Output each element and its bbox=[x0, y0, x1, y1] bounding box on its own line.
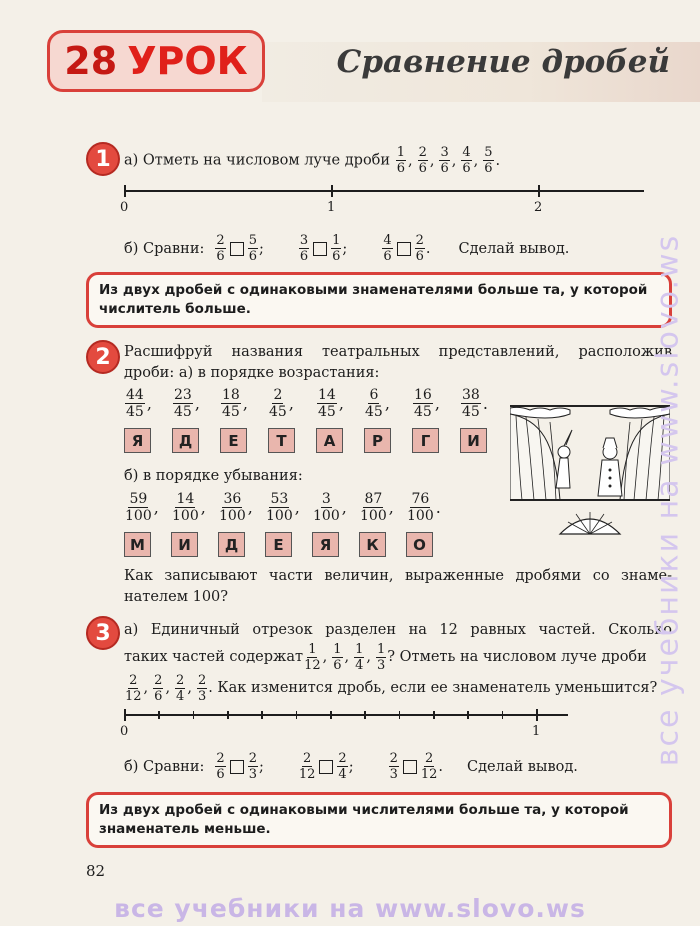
denominator: 100 bbox=[172, 508, 199, 524]
fraction-left bbox=[215, 234, 225, 263]
axis-minor-tick bbox=[261, 711, 263, 719]
numerator: 2 bbox=[424, 751, 434, 766]
comparison-pair bbox=[214, 234, 263, 263]
page-number: 82 bbox=[86, 862, 106, 880]
denominator: 45 bbox=[414, 404, 432, 420]
denominator: 4 bbox=[338, 767, 347, 782]
comparison-box[interactable] bbox=[397, 242, 411, 256]
letter-card: И bbox=[460, 428, 487, 453]
denominator: 6 bbox=[415, 249, 424, 264]
fraction-cell bbox=[359, 492, 398, 523]
letter-card: О bbox=[406, 532, 433, 557]
numerator: 1 bbox=[333, 642, 342, 657]
separator: , bbox=[388, 498, 394, 517]
numerator: 1 bbox=[355, 642, 364, 657]
denominator: 4 bbox=[176, 689, 185, 704]
numerator: 2 bbox=[389, 751, 398, 766]
fraction-cell bbox=[265, 492, 304, 523]
watermark-bottom: все учебники на www.slovo.ws bbox=[114, 894, 586, 923]
denominator: 100 bbox=[313, 508, 340, 524]
axis-minor-tick bbox=[502, 711, 504, 719]
task2-b-fractions bbox=[124, 492, 454, 528]
numerator: 59 bbox=[129, 491, 148, 507]
fraction bbox=[175, 674, 185, 703]
separator: ; bbox=[342, 240, 348, 257]
numerator: 6 bbox=[369, 387, 379, 403]
numerator: 2 bbox=[197, 673, 207, 688]
fraction-cell bbox=[218, 492, 257, 523]
denominator: 100 bbox=[125, 508, 152, 524]
letter-card: Я bbox=[124, 428, 151, 453]
numerator: 87 bbox=[364, 491, 383, 507]
fraction bbox=[332, 643, 342, 672]
numerator: 3 bbox=[299, 233, 309, 248]
fraction bbox=[376, 643, 386, 672]
comparison-pair bbox=[214, 752, 263, 781]
task3-line2-start: таких частей содержат bbox=[124, 649, 304, 665]
numerator: 4 bbox=[383, 233, 392, 248]
denominator: 3 bbox=[197, 689, 207, 704]
numerator: 44 bbox=[126, 387, 144, 403]
task3-b bbox=[124, 752, 578, 781]
fraction-cell bbox=[312, 492, 351, 523]
fraction-cell bbox=[364, 388, 394, 419]
fraction bbox=[439, 146, 449, 175]
denominator: 12 bbox=[298, 767, 316, 782]
comparison-pair bbox=[381, 234, 430, 263]
task1-a-fractions bbox=[395, 145, 504, 176]
comparison-pair bbox=[388, 752, 443, 781]
denominator: 6 bbox=[396, 161, 405, 176]
comparison-box[interactable] bbox=[313, 242, 327, 256]
task2-question bbox=[124, 566, 672, 608]
letter-card: К bbox=[359, 532, 386, 557]
letter-card: Е bbox=[265, 532, 292, 557]
denominator: 100 bbox=[266, 508, 293, 524]
axis-minor-tick bbox=[467, 711, 469, 719]
separator: , bbox=[194, 394, 200, 413]
comparison-box[interactable] bbox=[319, 760, 333, 774]
comparison-box[interactable] bbox=[230, 242, 244, 256]
separator: , bbox=[366, 649, 371, 665]
separator: , bbox=[429, 152, 435, 169]
numerator: 2 bbox=[176, 673, 185, 688]
denominator: 6 bbox=[440, 161, 449, 176]
fraction-left bbox=[389, 752, 399, 781]
denominator: 6 bbox=[418, 161, 427, 176]
fraction bbox=[172, 492, 199, 523]
letter-card: Г bbox=[412, 428, 439, 453]
fraction bbox=[317, 388, 337, 419]
denominator: 6 bbox=[484, 161, 493, 176]
task2-intro bbox=[124, 342, 672, 384]
number-line-1 bbox=[120, 184, 644, 224]
fraction bbox=[197, 674, 207, 703]
denominator: 6 bbox=[154, 689, 163, 704]
numerator: 18 bbox=[222, 387, 240, 403]
task2-a-letters bbox=[124, 428, 496, 454]
axis-minor-tick bbox=[433, 711, 435, 719]
denominator: 3 bbox=[248, 767, 257, 782]
task2-question-line2: нателем 100? bbox=[124, 589, 229, 605]
fraction bbox=[413, 388, 433, 419]
task3-line3-fractions bbox=[124, 674, 208, 703]
task1-a bbox=[124, 146, 504, 175]
fraction bbox=[173, 388, 193, 419]
axis-tick bbox=[538, 185, 540, 197]
denominator: 45 bbox=[222, 404, 240, 420]
denominator: 6 bbox=[299, 249, 309, 264]
lesson-badge bbox=[47, 30, 265, 92]
separator: , bbox=[146, 394, 152, 413]
denominator: 6 bbox=[216, 767, 225, 782]
axis-tick-label: 0 bbox=[120, 200, 129, 215]
numerator: 2 bbox=[302, 751, 312, 766]
denominator: 45 bbox=[269, 404, 287, 420]
task2-intro-line2: дроби: а) в порядке возрастания: bbox=[124, 365, 380, 381]
letter-card: Д bbox=[218, 532, 245, 557]
letter-card: М bbox=[124, 532, 151, 557]
denominator: 6 bbox=[333, 658, 342, 673]
fraction bbox=[461, 388, 481, 419]
comparison-box[interactable] bbox=[230, 760, 244, 774]
letter-card: А bbox=[316, 428, 343, 453]
fraction-left bbox=[215, 752, 225, 781]
fraction bbox=[365, 388, 383, 419]
fraction-cell bbox=[268, 388, 298, 419]
separator: , bbox=[187, 680, 192, 696]
separator: . bbox=[482, 394, 488, 413]
fraction bbox=[125, 492, 152, 523]
watermark-side bbox=[638, 110, 698, 890]
numerator: 2 bbox=[216, 751, 225, 766]
separator: , bbox=[247, 498, 253, 517]
fraction bbox=[304, 643, 321, 672]
separator: . bbox=[438, 758, 444, 775]
task-number-1: 1 bbox=[86, 142, 120, 176]
separator: , bbox=[344, 649, 350, 665]
task3-line3 bbox=[124, 674, 672, 703]
fraction-left bbox=[382, 234, 392, 263]
separator: , bbox=[407, 152, 413, 169]
task3-b-pairs bbox=[204, 752, 443, 781]
task2-question-line1: Как записывают части величин, выраженные дробями со знаме- bbox=[124, 568, 672, 584]
numerator: 36 bbox=[223, 491, 242, 507]
watermark-side-text: все учебники на www.slovo.ws bbox=[650, 233, 686, 767]
fraction-right bbox=[248, 234, 258, 263]
fraction bbox=[219, 492, 246, 523]
fraction bbox=[461, 146, 471, 175]
separator: , bbox=[341, 498, 347, 517]
denominator: 12 bbox=[125, 689, 142, 704]
task-number-3: 3 bbox=[86, 616, 120, 650]
numerator: 2 bbox=[415, 233, 424, 248]
separator: , bbox=[451, 152, 457, 169]
numerator: 3 bbox=[321, 491, 331, 507]
task3-b-label: б) Сравни: bbox=[124, 758, 205, 775]
task3-line3-end: . Как изменится дробь, если ее знаменатель уменьшится? bbox=[208, 680, 658, 696]
numerator: 5 bbox=[484, 145, 493, 160]
denominator: 100 bbox=[219, 508, 246, 524]
separator: ; bbox=[258, 758, 264, 775]
fraction-cell bbox=[171, 492, 210, 523]
denominator: 4 bbox=[355, 658, 364, 673]
axis-minor-tick bbox=[193, 711, 195, 719]
denominator: 6 bbox=[216, 249, 225, 264]
numerator: 16 bbox=[414, 387, 432, 403]
comparison-pair bbox=[298, 752, 354, 781]
axis-tick-label: 1 bbox=[532, 724, 541, 739]
rule-box-1: Из двух дробей с одинаковыми знаменателями больше та, у которой числитель больше. bbox=[86, 272, 672, 328]
fraction bbox=[418, 146, 428, 175]
separator: , bbox=[294, 498, 300, 517]
numerator: 2 bbox=[338, 751, 347, 766]
denominator: 3 bbox=[389, 767, 398, 782]
denominator: 45 bbox=[174, 404, 192, 420]
axis-tick bbox=[124, 709, 126, 721]
separator: , bbox=[242, 394, 248, 413]
number-line-3 bbox=[120, 708, 568, 748]
numerator: 14 bbox=[318, 387, 336, 403]
task3-line1: а) Единичный отрезок разделен на 12 равных частей. Сколько bbox=[124, 622, 672, 638]
fraction-left bbox=[299, 234, 309, 263]
comparison-pair bbox=[298, 234, 347, 263]
axis-tick-label: 0 bbox=[120, 724, 129, 739]
comparison-box[interactable] bbox=[403, 760, 417, 774]
denominator: 6 bbox=[383, 249, 392, 264]
separator: , bbox=[143, 680, 149, 696]
letter-card: Т bbox=[268, 428, 295, 453]
denominator: 3 bbox=[377, 658, 386, 673]
task-number-2: 2 bbox=[86, 340, 120, 374]
fraction bbox=[266, 492, 293, 523]
separator: , bbox=[473, 152, 479, 169]
numerator: 53 bbox=[270, 491, 289, 507]
numerator: 5 bbox=[248, 233, 257, 248]
numerator: 76 bbox=[411, 491, 430, 507]
denominator: 100 bbox=[407, 508, 434, 524]
fraction bbox=[360, 492, 387, 523]
fraction-cell bbox=[406, 492, 445, 523]
fraction-right bbox=[331, 234, 341, 263]
separator: , bbox=[288, 394, 294, 413]
denominator: 100 bbox=[360, 508, 387, 524]
separator: ; bbox=[258, 240, 264, 257]
task1-conclusion-prompt: Сделай вывод. bbox=[458, 240, 570, 257]
separator: , bbox=[338, 394, 344, 413]
fraction bbox=[407, 492, 434, 523]
axis-tick bbox=[536, 709, 538, 721]
denominator: 6 bbox=[462, 161, 471, 176]
fraction-cell bbox=[124, 388, 156, 419]
separator: . bbox=[495, 152, 501, 169]
axis-minor-tick bbox=[399, 711, 401, 719]
task2-b-label: б) в порядке убывания: bbox=[124, 468, 303, 484]
numerator: 3 bbox=[440, 145, 449, 160]
separator: , bbox=[322, 649, 328, 665]
task1-b bbox=[124, 234, 569, 263]
fraction-right bbox=[415, 234, 425, 263]
task2-a-fractions bbox=[124, 388, 496, 424]
fraction-cell bbox=[220, 388, 252, 419]
denominator: 6 bbox=[248, 249, 257, 264]
numerator: 1 bbox=[377, 642, 386, 657]
task2-b-letters bbox=[124, 532, 454, 558]
fraction bbox=[354, 643, 364, 672]
axis-tick-label: 1 bbox=[327, 200, 336, 215]
numerator: 4 bbox=[462, 145, 471, 160]
numerator: 1 bbox=[332, 233, 341, 248]
separator: , bbox=[434, 394, 440, 413]
denominator: 45 bbox=[365, 404, 383, 420]
task1-b-pairs bbox=[204, 234, 430, 263]
task1-a-text: а) Отметь на числовом луче дроби bbox=[124, 152, 391, 169]
numerator: 23 bbox=[174, 387, 192, 403]
separator: , bbox=[153, 498, 159, 517]
fraction-left bbox=[299, 752, 316, 781]
fraction-right bbox=[337, 752, 347, 781]
separator: , bbox=[384, 394, 390, 413]
fraction bbox=[221, 388, 241, 419]
fraction bbox=[396, 146, 406, 175]
fraction bbox=[269, 388, 287, 419]
letter-card: Е bbox=[220, 428, 247, 453]
separator: , bbox=[200, 498, 206, 517]
task3-line2 bbox=[124, 643, 672, 672]
axis-tick bbox=[331, 185, 333, 197]
axis-minor-tick bbox=[364, 711, 366, 719]
rule-box-2: Из двух дробей с одинаковыми числителями больше та, у которой знаменатель меньше. bbox=[86, 792, 672, 848]
axis-minor-tick bbox=[330, 711, 332, 719]
separator: ; bbox=[348, 758, 354, 775]
fraction-right bbox=[421, 752, 438, 781]
page-title: Сравнение дробей bbox=[336, 44, 670, 80]
fraction bbox=[125, 674, 142, 703]
denominator: 45 bbox=[318, 404, 336, 420]
task3-conclusion-prompt: Сделай вывод. bbox=[467, 758, 578, 775]
fraction-cell bbox=[172, 388, 204, 419]
letter-card: И bbox=[171, 532, 198, 557]
denominator: 45 bbox=[462, 404, 480, 420]
task3-line2-end: ? Отметь на числовом луче дроби bbox=[387, 649, 647, 665]
letter-card: Р bbox=[364, 428, 391, 453]
denominator: 6 bbox=[332, 249, 341, 264]
axis-minor-tick bbox=[296, 711, 298, 719]
numerator: 1 bbox=[396, 145, 405, 160]
denominator: 12 bbox=[304, 658, 321, 673]
numerator: 14 bbox=[176, 491, 195, 507]
denominator: 45 bbox=[126, 404, 144, 420]
task1-b-label: б) Сравни: bbox=[124, 240, 205, 257]
numerator: 2 bbox=[216, 233, 225, 248]
axis-minor-tick bbox=[227, 711, 229, 719]
task3-text bbox=[124, 620, 672, 703]
numerator: 38 bbox=[462, 387, 480, 403]
fraction-cell bbox=[412, 388, 444, 419]
fraction-right bbox=[248, 752, 258, 781]
numerator: 2 bbox=[273, 387, 283, 403]
axis-minor-tick bbox=[158, 711, 160, 719]
numerator: 1 bbox=[308, 642, 317, 657]
separator: , bbox=[165, 680, 171, 696]
denominator: 12 bbox=[420, 767, 438, 782]
lesson-word: УРОК bbox=[127, 39, 248, 83]
task2-intro-line1: Расшифруй названия театральных представлений, расположив bbox=[124, 344, 672, 360]
numerator: 2 bbox=[154, 673, 163, 688]
fraction-cell bbox=[316, 388, 348, 419]
letter-card: Я bbox=[312, 532, 339, 557]
task3-line2-fractions bbox=[303, 643, 387, 672]
numerator: 2 bbox=[248, 751, 257, 766]
fraction bbox=[313, 492, 340, 523]
numerator: 2 bbox=[418, 145, 427, 160]
fraction-cell bbox=[460, 388, 492, 419]
fraction bbox=[125, 388, 145, 419]
fraction bbox=[483, 146, 493, 175]
lesson-number: 28 bbox=[64, 39, 118, 83]
axis-tick bbox=[124, 185, 126, 197]
numerator: 2 bbox=[129, 673, 138, 688]
fraction-cell bbox=[124, 492, 163, 523]
separator: . bbox=[435, 498, 441, 517]
letter-card: Д bbox=[172, 428, 199, 453]
fraction bbox=[153, 674, 163, 703]
axis-line bbox=[124, 190, 644, 192]
axis-tick-label: 2 bbox=[534, 200, 543, 215]
separator: . bbox=[425, 240, 431, 257]
